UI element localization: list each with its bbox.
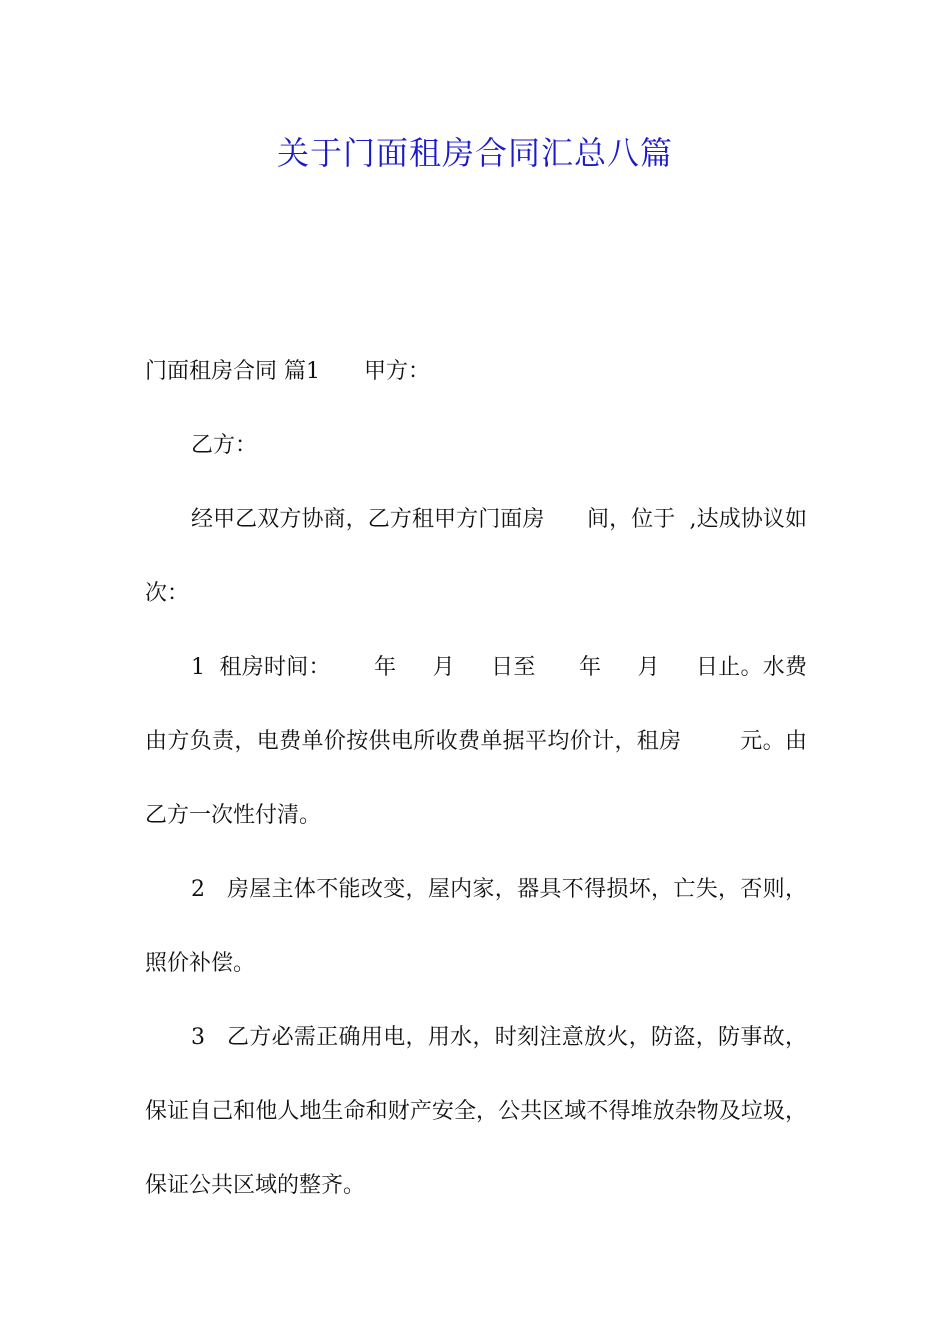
document-body xyxy=(145,335,807,1223)
section-heading-line xyxy=(145,335,807,409)
party-b-label: 乙方： xyxy=(191,433,258,458)
paragraph-agreement: 经甲乙双方协商，乙方租甲方门面房 间，位于 ,达成协议如次： xyxy=(145,507,807,606)
paragraph-clause-3: 3 乙方必需正确用电，用水，时刻注意放火，防盗，防事故，保证自己和他人地生命和财产安全，公共区域不得堆放杂物及垃圾，保证公共区域的整齐。 xyxy=(145,1025,807,1198)
section-heading: 门面租房合同 篇1 xyxy=(145,359,320,384)
paragraph-clause-1: 1 租房时间： 年 月 日至 年 月 日止。水费由方负责，电费单价按供电所收费单据平均价计，租房 元。由乙方一次性付清。 xyxy=(145,655,807,828)
document-title: 关于门面租房合同汇总八篇 xyxy=(276,134,673,172)
paragraph-clause-2: 2 房屋主体不能改变，屋内家，器具不得损坏，亡失，否则，照价补偿。 xyxy=(145,877,807,976)
party-a-label: 甲方： xyxy=(364,359,431,384)
